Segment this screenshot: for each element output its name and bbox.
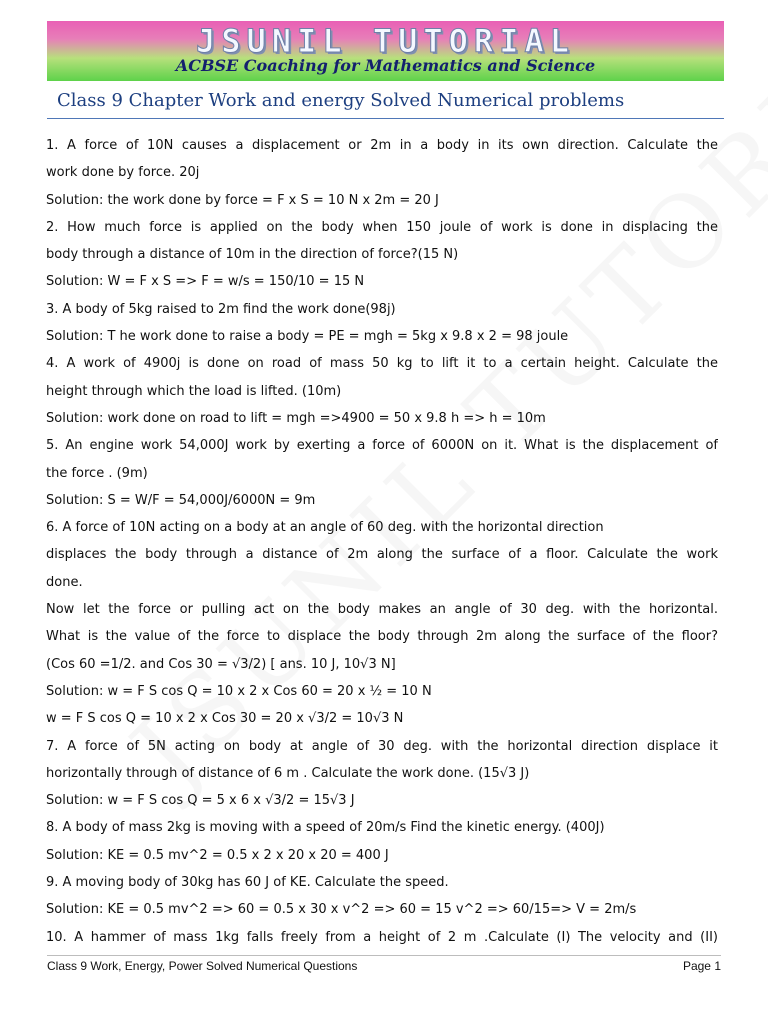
text-line: 4. A work of 4900j is done on road of mass 50 kg to lift it to a certain height. Calculate the [46, 356, 718, 372]
text-line: Solution: the work done by force = F x S = 10 N x 2m = 20 J [46, 192, 439, 208]
text-line: done. [46, 574, 83, 590]
title-divider [47, 118, 724, 119]
brand-title: JSUNIL TUTORIAL [196, 22, 575, 60]
text-line: Solution: work done on road to lift = mgh =>4900 = 50 x 9.8 h => h = 10m [46, 410, 546, 426]
text-line: 5. An engine work 54,000J work by exerting a force of 6000N on it. What is the displacement of [46, 438, 718, 454]
brand-banner [47, 21, 724, 81]
text-line: Solution: W = F x S => F = w/s = 150/10 = 15 N [46, 274, 365, 290]
text-line: body through a distance of 10m in the direction of force?(15 N) [46, 247, 459, 263]
text-line: Solution: T he work done to raise a body = PE = mgh = 5kg x 9.8 x 2 = 98 joule [46, 329, 569, 345]
footer-title: Class 9 Work, Energy, Power Solved Numerical Questions [47, 959, 358, 973]
text-line: What is the value of the force to displace the body through 2m along the surface of the floor? [46, 629, 718, 645]
text-line: work done by force. 20j [46, 165, 200, 181]
text-line: Solution: KE = 0.5 mv^2 => 60 = 0.5 x 30 x v^2 => 60 = 15 v^2 => 60/15=> V = 2m/s [46, 902, 637, 918]
text-line: Now let the force or pulling act on the body makes an angle of 30 deg. with the horizontal. [46, 602, 718, 618]
text-line: 2. How much force is applied on the body when 150 joule of work is done in displacing the [46, 219, 718, 235]
text-line: Solution: S = W/F = 54,000J/6000N = 9m [46, 492, 316, 508]
text-line: 6. A force of 10N acting on a body at an angle of 60 deg. with the horizontal direction [46, 520, 604, 536]
document-body [46, 132, 718, 951]
page-footer [47, 955, 721, 978]
text-line: Solution: KE = 0.5 mv^2 = 0.5 x 2 x 20 x 20 = 400 J [46, 847, 389, 863]
text-line: Solution: w = F S cos Q = 5 x 6 x √3/2 = 15√3 J [46, 793, 355, 809]
text-line: 1. A force of 10N causes a displacement or 2m in a body in its own direction. Calculate the [46, 138, 718, 153]
text-line: w = F S cos Q = 10 x 2 x Cos 30 = 20 x √3/2 = 10√3 N [46, 711, 404, 727]
text-line: displaces the body through a distance of 2m along the surface of a floor. Calculate the work [46, 547, 718, 563]
page-number: Page 1 [682, 959, 721, 973]
text-line: 10. A hammer of mass 1kg falls freely from a height of 2 m .Calculate (I) The velocity and (II) [46, 929, 718, 945]
brand-subtitle: ACBSE Coaching for Mathematics and Science [175, 56, 596, 75]
text-line: 8. A body of mass 2kg is moving with a speed of 20m/s Find the kinetic energy. (400J) [46, 820, 605, 836]
text-line: horizontally through of distance of 6 m . Calculate the work done. (15√3 J) [46, 765, 530, 781]
text-line: height through which the load is lifted. (10m) [46, 383, 342, 399]
text-line: Solution: w = F S cos Q = 10 x 2 x Cos 60 = 20 x ½ = 10 N [46, 683, 432, 699]
text-line: 9. A moving body of 30kg has 60 J of KE. Calculate the speed. [46, 875, 449, 891]
page-title: Class 9 Chapter Work and energy Solved Numerical problems [57, 90, 625, 111]
text-line: 7. A force of 5N acting on body at angle of 30 deg. with the horizontal direction displace it [46, 738, 718, 754]
text-line: 3. A body of 5kg raised to 2m find the work done(98j) [46, 301, 396, 317]
text-line: (Cos 60 =1/2. and Cos 30 = √3/2) [ ans. 10 J, 10√3 N] [46, 656, 396, 672]
text-line: the force . (9m) [46, 465, 148, 481]
